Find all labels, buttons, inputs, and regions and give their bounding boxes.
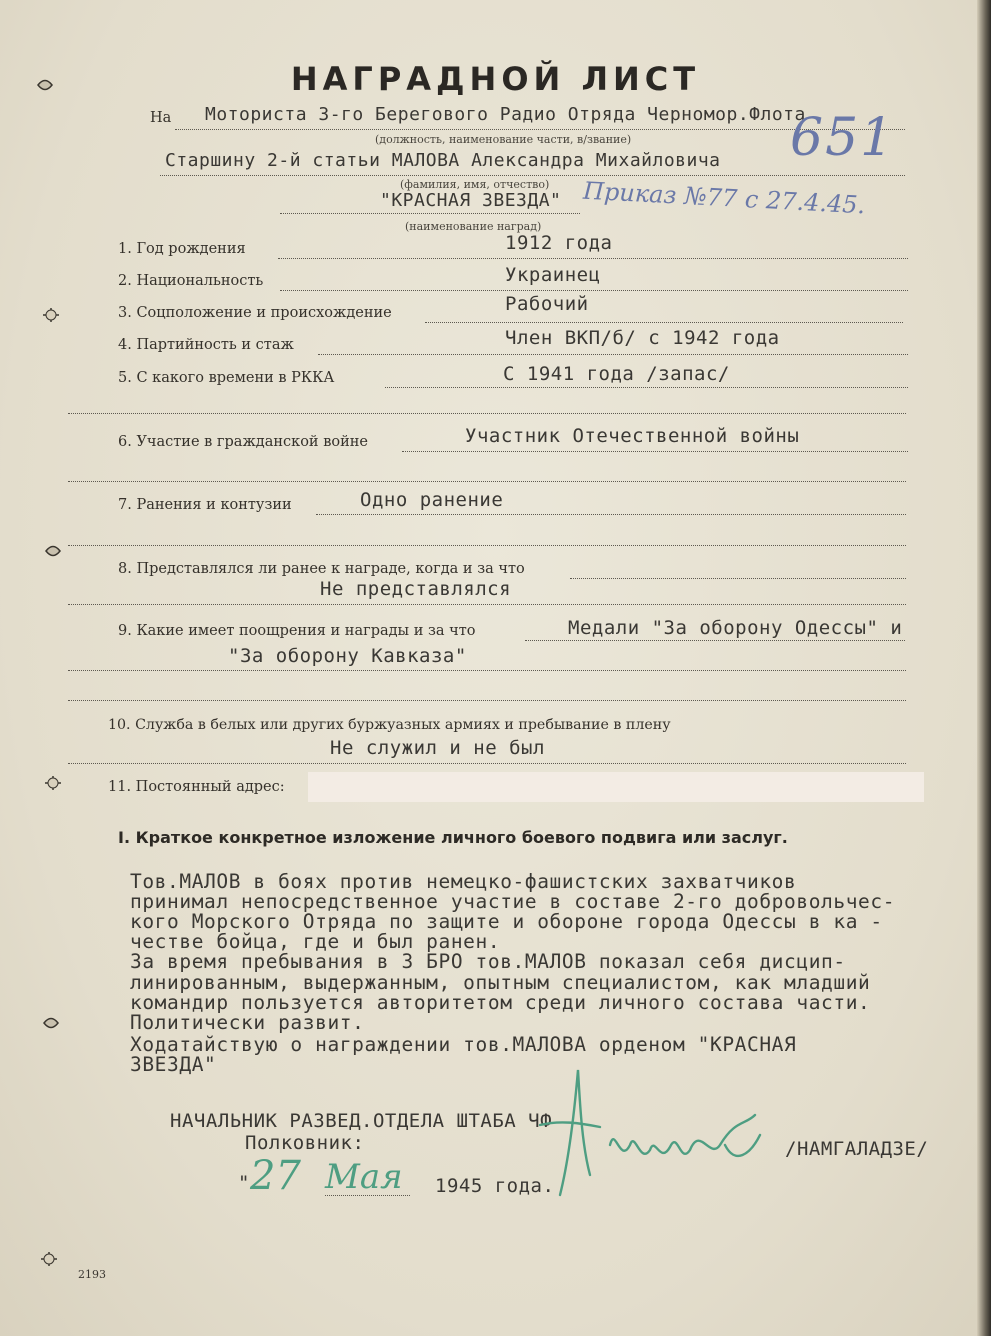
handwritten-signature <box>520 1065 800 1205</box>
field-line <box>280 290 908 291</box>
name-caption: (фамилия, имя, отчество) <box>400 178 550 191</box>
field-line <box>68 604 906 605</box>
signature-title: НАЧАЛЬНИК РАЗВЕД.ОТДЕЛА ШТАБА ЧФ <box>170 1110 553 1132</box>
page-edge-shadow <box>977 0 991 1336</box>
field-line <box>68 670 906 671</box>
field-line <box>316 514 906 515</box>
field-civil-war-label: 6. Участие в гражданской войне <box>118 434 369 450</box>
body-line: командир пользуется авторитетом среди личного состава части. <box>130 991 871 1014</box>
date-line <box>325 1195 410 1196</box>
punch-hole-icon <box>40 304 62 326</box>
field-line <box>570 578 906 579</box>
field-social-value: Рабочий <box>505 293 589 315</box>
field-social-label: 3. Соцположение и происхождение <box>118 305 392 321</box>
signature-name: /НАМГАЛАДЗЕ/ <box>785 1138 929 1160</box>
name-line <box>160 175 905 176</box>
body-line: честве бойца, где и был ранен. <box>130 930 501 953</box>
field-nationality-value: Украинец <box>505 264 601 286</box>
field-civil-war-value: Участник Отечественной войны <box>465 425 800 447</box>
body-line: Политически развит. <box>130 1011 365 1034</box>
field-line <box>278 258 908 259</box>
field-party-value: Член ВКП/б/ с 1942 года <box>505 327 780 349</box>
archive-number: 2193 <box>78 1268 106 1281</box>
body-line: линированным, выдержанным, опытным специалистом, как младший <box>130 971 871 994</box>
body-line: кого Морского Отряда по защите и обороне города Одессы в ка - <box>130 910 883 933</box>
section-title: I. Краткое конкретное изложение личного боевого подвига или заслуг. <box>118 828 788 847</box>
position-value: Моториста 3-го Берегового Радио Отряда Черномор.Флота <box>205 104 806 125</box>
field-wounds-label: 7. Ранения и контузии <box>118 497 292 513</box>
field-line <box>318 354 908 355</box>
field-line <box>425 322 903 323</box>
field-white-army-value: Не служил и не был <box>330 737 545 759</box>
punch-hole-icon <box>42 540 64 562</box>
name-value: Старшину 2-й статьи МАЛОВА Александра Михайловича <box>165 150 721 171</box>
field-party-label: 4. Партийность и стаж <box>118 337 294 353</box>
field-line <box>68 700 906 701</box>
field-wounds-value: Одно ранение <box>360 489 504 511</box>
field-line <box>385 387 908 388</box>
field-line <box>68 481 906 482</box>
position-caption: (должность, наименование части, в/звание) <box>375 133 632 146</box>
award-value: "КРАСНАЯ ЗВЕЗДА" <box>380 190 562 211</box>
award-line <box>280 213 580 214</box>
field-awards-value-continued: "За оборону Кавказа" <box>228 645 467 667</box>
field-prior-award-value: Не представлялся <box>320 578 512 600</box>
field-prior-award-label: 8. Представлялся ли ранее к награде, когда и за что <box>118 561 525 577</box>
field-line <box>68 413 906 414</box>
document-title: НАГРАДНОЙ ЛИСТ <box>290 60 701 98</box>
field-line <box>402 451 908 452</box>
body-line: принимал непосредственное участие в составе 2-го добровольчес- <box>130 890 896 913</box>
field-line <box>525 640 905 641</box>
body-line: Тов.МАЛОВ в боях против немецко-фашистских захватчиков <box>130 870 797 893</box>
field-rkka-value: С 1941 года /запас/ <box>503 363 730 385</box>
address-redaction <box>308 772 924 802</box>
signature-date-year: 1945 года. <box>435 1175 555 1197</box>
body-line: За время пребывания в З БРО тов.МАЛОВ показал себя дисцип- <box>130 950 846 973</box>
field-awards-value: Медали "За оборону Одессы" и <box>568 617 903 639</box>
award-caption: (наименование наград) <box>405 220 542 233</box>
field-line <box>68 763 906 764</box>
signature-date-month: Мая <box>325 1157 403 1197</box>
punch-hole-icon <box>38 1248 60 1270</box>
field-birth-year-label: 1. Год рождения <box>118 241 246 257</box>
body-line: ЗВЕЗДА" <box>130 1053 217 1076</box>
date-quote: " <box>238 1172 250 1194</box>
field-birth-year-value: 1912 года <box>505 232 613 254</box>
field-white-army-label: 10. Служба в белых или других буржуазных армиях и пребывание в плену <box>108 717 671 733</box>
punch-hole-icon <box>42 772 64 794</box>
field-rkka-label: 5. С какого времени в РККА <box>118 370 335 386</box>
field-nationality-label: 2. Национальность <box>118 273 264 289</box>
field-address-label: 11. Постоянный адрес: <box>108 779 285 795</box>
handwritten-number: 651 <box>790 108 896 168</box>
field-awards-label: 9. Какие имеет поощрения и награды и за что <box>118 623 476 639</box>
handwritten-order-note: Приказ №77 с 27.4.45. <box>582 176 866 220</box>
na-label: На <box>150 110 172 126</box>
field-line <box>68 545 906 546</box>
signature-date-day: 27 <box>250 1153 301 1199</box>
punch-hole-icon <box>40 1012 62 1034</box>
signature-rank: Полковник: <box>245 1132 365 1154</box>
body-line: Ходатайствую о награждении тов.МАЛОВА орденом "КРАСНАЯ <box>130 1033 797 1056</box>
